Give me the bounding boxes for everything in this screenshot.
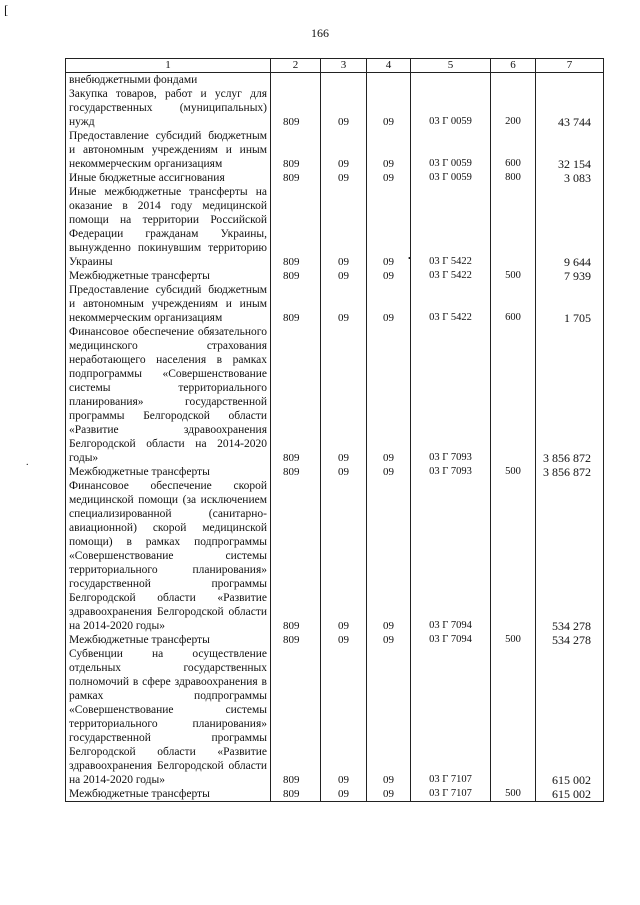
page-number: 166 [311, 26, 329, 40]
cell-expense-type: 500 [491, 269, 536, 283]
table-row [66, 325, 604, 465]
cell-section: 09 [321, 479, 367, 633]
cell-subsection: 09 [367, 633, 411, 647]
budget-table [65, 58, 604, 802]
table-row [66, 647, 604, 787]
cell-amount: 534 278 [536, 633, 604, 647]
row-description: Межбюджетные трансферты [66, 269, 271, 283]
cell-section: 09 [321, 171, 367, 185]
cell-subsection: 09 [367, 465, 411, 479]
cell-target-article: 03 Г 5422 [411, 269, 491, 283]
cell-amount: 615 002 [536, 787, 604, 802]
cell-ministry-code: 809 [271, 633, 321, 647]
table-row [66, 283, 604, 325]
cell-amount: 615 002 [536, 647, 604, 787]
header-col-4: 4 [367, 59, 411, 73]
table-row [66, 787, 604, 802]
cell-target-article: 03 Г 0059 [411, 87, 491, 129]
cell-section: 09 [321, 185, 367, 269]
cell-subsection: 09 [367, 185, 411, 269]
cell-ministry-code: 809 [271, 129, 321, 171]
cell-ministry-code: 809 [271, 269, 321, 283]
cell-section: 09 [321, 647, 367, 787]
cell-ministry-code: 809 [271, 185, 321, 269]
cell-amount: 7 939 [536, 269, 604, 283]
row-description: Субвенции на осуществление отдельных государственных полномочий в сфере здравоохранения в рамках подпрограммы «Совершенствование системы территориального планирования» государственной программы Белгородской области «Развитие здравоохранения Белгородской области на 2014-2020 годы» [66, 647, 271, 787]
cell-target-article: 03 Г 7107 [411, 787, 491, 802]
row-description: Межбюджетные трансферты [66, 465, 271, 479]
cell-target-article: 03 Г 7094 [411, 479, 491, 633]
cell-ministry-code [271, 73, 321, 88]
row-description: Предоставление субсидий бюджетным и автономным учреждениям и иным некоммерческим организациям [66, 129, 271, 171]
cell-amount: 534 278 [536, 479, 604, 633]
cell-expense-type: 500 [491, 633, 536, 647]
cell-section: 09 [321, 269, 367, 283]
cell-expense-type [491, 73, 536, 88]
cell-expense-type: 600 [491, 129, 536, 171]
cell-subsection: 09 [367, 479, 411, 633]
row-description: Финансовое обеспечение скорой медицинской помощи (за исключением специализированной (санитарно-авиационной) скорой медицинской помощи) в рамках подпрограммы «Совершенствование системы территориального планирования» государственной программы Белгородской области «Развитие здравоохранения Белгородской области на 2014-2020 годы» [66, 479, 271, 633]
cell-target-article: 03 Г 7093 [411, 325, 491, 465]
table-row [66, 87, 604, 129]
cell-subsection: 09 [367, 787, 411, 802]
corner-mark: [ [4, 2, 9, 17]
table-row [66, 465, 604, 479]
table-row [66, 633, 604, 647]
cell-section: 09 [321, 633, 367, 647]
header-col-1: 1 [66, 59, 271, 73]
cell-expense-type: 500 [491, 787, 536, 802]
cell-target-article: 03 Г 5422 [411, 283, 491, 325]
table-row [66, 171, 604, 185]
cell-amount [536, 73, 604, 88]
table-row [66, 129, 604, 171]
cell-amount: 3 856 872 [536, 465, 604, 479]
header-col-3: 3 [321, 59, 367, 73]
cell-subsection: 09 [367, 87, 411, 129]
header-row [66, 59, 604, 73]
cell-expense-type [491, 479, 536, 633]
cell-amount: 3 083 [536, 171, 604, 185]
row-description: Предоставление субсидий бюджетным и автономным учреждениям и иным некоммерческим организациям [66, 283, 271, 325]
cell-section: 09 [321, 283, 367, 325]
margin-dot: . [26, 457, 29, 468]
row-description: внебюджетными фондами [66, 73, 271, 88]
cell-subsection: 09 [367, 129, 411, 171]
cell-subsection: 09 [367, 325, 411, 465]
table-row [66, 479, 604, 633]
cell-ministry-code: 809 [271, 479, 321, 633]
cell-section: 09 [321, 87, 367, 129]
cell-subsection: 09 [367, 269, 411, 283]
cell-ministry-code: 809 [271, 325, 321, 465]
row-description: Иные межбюджетные трансферты на оказание в 2014 году медицинской помощи на территории Российской Федерации гражданам Украины, вынужденно покинувшим территорию Украины [66, 185, 271, 269]
cell-target-article [411, 73, 491, 88]
cell-subsection: 09 [367, 283, 411, 325]
cell-target-article: 03 Г 0059 [411, 129, 491, 171]
cell-expense-type: 200 [491, 87, 536, 129]
header-col-5: 5 [411, 59, 491, 73]
cell-section: 09 [321, 325, 367, 465]
cell-target-article: 03 Г 7107 [411, 647, 491, 787]
cell-subsection: 09 [367, 647, 411, 787]
cell-subsection: 09 [367, 171, 411, 185]
cell-ministry-code: 809 [271, 787, 321, 802]
cell-expense-type: 600 [491, 283, 536, 325]
cell-section: 09 [321, 787, 367, 802]
cell-amount: 32 154 [536, 129, 604, 171]
row-description: Закупка товаров, работ и услуг для государственных (муниципальных) нужд [66, 87, 271, 129]
header-col-7: 7 [536, 59, 604, 73]
table-row [66, 73, 604, 88]
cell-ministry-code: 809 [271, 87, 321, 129]
cell-section: 09 [321, 465, 367, 479]
cell-section: 09 [321, 129, 367, 171]
cell-target-article: 03 Г 7093 [411, 465, 491, 479]
cell-target-article: 03 Г 0059 [411, 171, 491, 185]
row-description: Межбюджетные трансферты [66, 633, 271, 647]
stray-dot: • [408, 254, 411, 263]
table-row [66, 269, 604, 283]
header-col-2: 2 [271, 59, 321, 73]
table-row [66, 185, 604, 269]
cell-ministry-code: 809 [271, 171, 321, 185]
cell-target-article: 03 Г 5422 [411, 185, 491, 269]
cell-ministry-code: 809 [271, 465, 321, 479]
cell-ministry-code: 809 [271, 647, 321, 787]
cell-amount: 43 744 [536, 87, 604, 129]
cell-expense-type [491, 185, 536, 269]
cell-expense-type [491, 325, 536, 465]
cell-section [321, 73, 367, 88]
cell-amount: 3 856 872 [536, 325, 604, 465]
cell-expense-type: 800 [491, 171, 536, 185]
row-description: Иные бюджетные ассигнования [66, 171, 271, 185]
cell-amount: 1 705 [536, 283, 604, 325]
header-col-6: 6 [491, 59, 536, 73]
cell-amount: 9 644 [536, 185, 604, 269]
cell-ministry-code: 809 [271, 283, 321, 325]
cell-expense-type: 500 [491, 465, 536, 479]
cell-target-article: 03 Г 7094 [411, 633, 491, 647]
cell-subsection [367, 73, 411, 88]
row-description: Финансовое обеспечение обязательного медицинского страхования неработающего населения в рамках подпрограммы «Совершенствование системы территориального планирования» государственной программы Белгородской области «Развитие здравоохранения Белгородской области на 2014-2020 годы» [66, 325, 271, 465]
row-description: Межбюджетные трансферты [66, 787, 271, 802]
cell-expense-type [491, 647, 536, 787]
